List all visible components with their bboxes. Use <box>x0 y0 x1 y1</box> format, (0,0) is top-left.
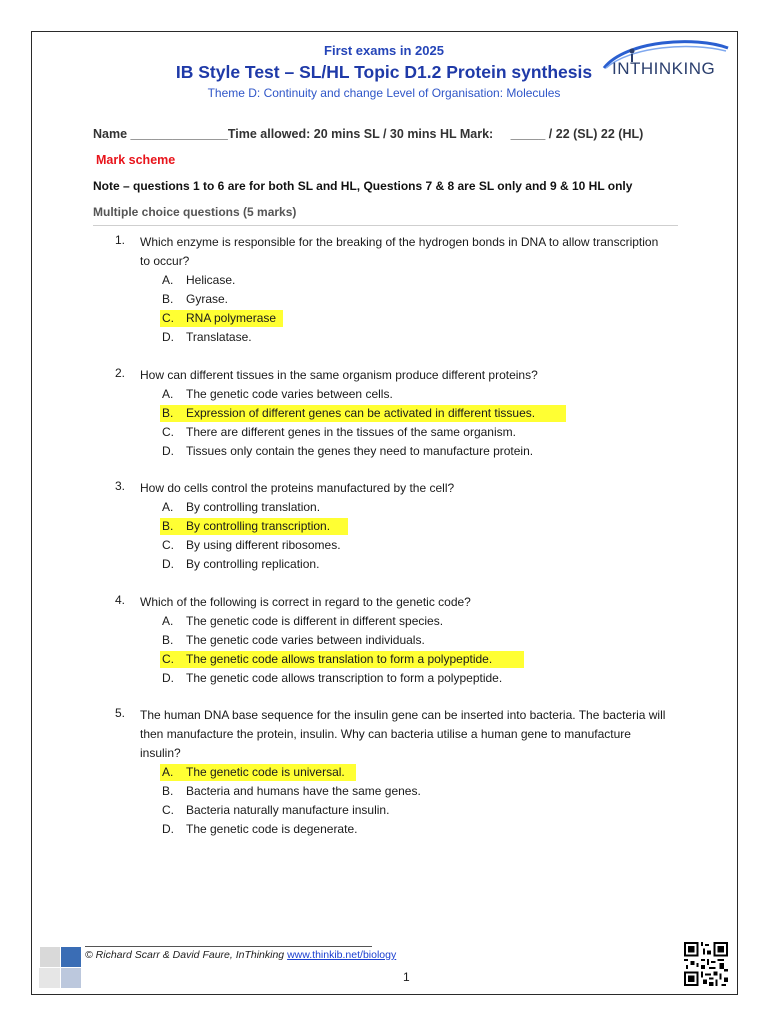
divider <box>93 225 678 226</box>
option-d <box>0 442 768 461</box>
qr-code-icon <box>684 942 728 986</box>
option-text: Bacteria and humans have the same genes. <box>186 784 421 798</box>
footer-square <box>40 947 60 967</box>
option-letter: A. <box>162 765 174 779</box>
option-text: Bacteria naturally manufacture insulin. <box>186 803 390 817</box>
question-number: 2. <box>115 365 126 380</box>
question-number: 1. <box>115 233 126 247</box>
question-text: Which enzyme is responsible for the breaking of the hydrogen bonds in DNA to allow transcription to occur? <box>140 235 659 268</box>
question-number: 3. <box>115 479 126 493</box>
thinkib-link[interactable]: www.thinkib.net/biology <box>287 949 397 961</box>
option-letter: A. <box>162 386 174 401</box>
question-5 <box>0 706 768 839</box>
option-text: By controlling transcription. <box>186 519 331 533</box>
option-a <box>0 612 768 631</box>
footer-rule <box>85 946 372 947</box>
question-3 <box>0 479 768 574</box>
option-letter: D. <box>162 557 174 571</box>
option-text: Gyrase. <box>186 292 229 306</box>
option-letter: B. <box>162 292 174 306</box>
option-text: Helicase. <box>186 273 236 287</box>
option-text: The genetic code allows transcription to form a polypeptide. <box>186 670 503 685</box>
question-list <box>0 233 768 858</box>
question-2 <box>0 366 768 461</box>
footer-square <box>39 968 60 988</box>
option-a <box>0 385 768 404</box>
option-letter: D. <box>162 330 174 344</box>
question-number: 5. <box>115 706 126 720</box>
option-c-answer <box>0 309 768 328</box>
option-d <box>0 820 768 839</box>
option-text: The genetic code allows translation to form a polypeptide. <box>186 651 493 666</box>
footer-square <box>61 947 81 967</box>
option-letter: C. <box>162 538 174 552</box>
option-text: RNA polymerase <box>186 311 277 325</box>
option-c <box>0 801 768 820</box>
page-number: 1 <box>403 970 410 984</box>
option-letter: B. <box>162 519 174 533</box>
option-letter: C. <box>162 424 174 439</box>
option-a <box>0 498 768 517</box>
option-b-answer <box>0 517 768 536</box>
option-letter: C. <box>162 803 174 817</box>
option-letter: C. <box>162 311 174 325</box>
option-text: There are different genes in the tissues of the same organism. <box>186 424 516 439</box>
option-letter: D. <box>162 670 174 685</box>
option-text: By controlling replication. <box>186 557 320 571</box>
footer-credit <box>85 949 396 961</box>
question-4 <box>0 593 768 688</box>
option-c <box>0 536 768 555</box>
exam-year-line: First exams in 2025 <box>324 43 444 58</box>
question-number: 4. <box>115 592 126 607</box>
option-text: By using different ribosomes. <box>186 538 341 552</box>
option-text: The genetic code is degenerate. <box>186 822 358 836</box>
question-text: Which of the following is correct in regard to the genetic code? <box>140 594 471 609</box>
question-text: How can different tissues in the same organism produce different proteins? <box>140 367 538 382</box>
name-time-mark-line: Name ______________Time allowed: 20 mins SL / 30 mins HL Mark: _____ / 22 (SL) 22 (HL) <box>93 127 644 141</box>
option-b-answer <box>0 404 768 423</box>
option-c <box>0 423 768 442</box>
option-text: The genetic code varies between cells. <box>186 386 393 401</box>
option-b <box>0 290 768 309</box>
footer-square <box>61 968 81 988</box>
question-text: How do cells control the proteins manufactured by the cell? <box>140 481 455 495</box>
option-letter: B. <box>162 632 174 647</box>
option-text: The genetic code is different in different species. <box>186 613 444 628</box>
option-c-answer <box>0 650 768 669</box>
option-b <box>0 782 768 801</box>
option-d <box>0 669 768 688</box>
theme-subtitle: Theme D: Continuity and change Level of Organisation: Molecules <box>207 86 561 100</box>
option-letter: B. <box>162 405 174 420</box>
option-a <box>0 271 768 290</box>
option-letter: C. <box>162 651 174 666</box>
mark-scheme-label: Mark scheme <box>96 153 176 167</box>
option-letter: D. <box>162 443 174 458</box>
option-letter: B. <box>162 784 174 798</box>
question-text: The human DNA base sequence for the insulin gene can be inserted into bacteria. The bacteria will then manufacture the protein, insulin. Why can bacteria utilise a human gene to manufacture insulin? <box>140 708 666 760</box>
test-title: IB Style Test – SL/HL Topic D1.2 Protein synthesis <box>175 62 593 82</box>
option-text: Tissues only contain the genes they need to manufacture protein. <box>186 443 534 458</box>
option-text: By controlling translation. <box>186 500 321 514</box>
option-letter: A. <box>162 500 174 514</box>
option-text: The genetic code is universal. <box>186 765 345 779</box>
credit-text: © Richard Scarr & David Faure, InThinking <box>85 949 288 961</box>
mcq-heading: Multiple choice questions (5 marks) <box>93 205 297 219</box>
option-letter: A. <box>162 613 174 628</box>
option-b <box>0 631 768 650</box>
option-letter: D. <box>162 822 174 836</box>
question-1 <box>0 233 768 347</box>
option-text: Expression of different genes can be activated in different tissues. <box>186 405 536 420</box>
option-a-answer <box>0 763 768 782</box>
option-d <box>0 328 768 347</box>
option-d <box>0 555 768 574</box>
option-text: The genetic code varies between individuals. <box>186 632 425 647</box>
note-line: Note – questions 1 to 6 are for both SL and HL, Questions 7 & 8 are SL only and 9 & 10 HL only <box>93 179 633 193</box>
logo-text: INTHINKING <box>612 59 716 78</box>
option-text: Translatase. <box>186 330 252 344</box>
option-letter: A. <box>162 273 174 287</box>
